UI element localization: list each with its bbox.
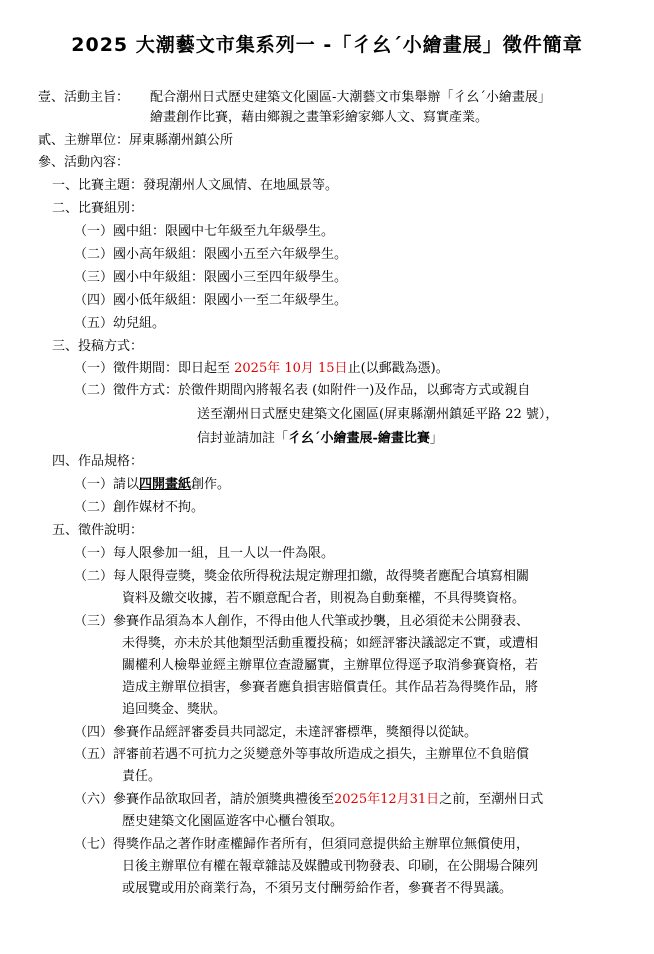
- submit-method-3: [197, 429, 443, 449]
- note-3-line-5: 追回獎金、獎狀。: [122, 702, 227, 717]
- section-organizer: 貳、主辦單位：屏東縣潮州鎮公所: [38, 133, 234, 148]
- note-7-line-2: 日後主辦單位有權在報章雜誌及媒體或刊物發表、印刷，在公開場合陳列: [122, 859, 539, 874]
- page-title: 2025 大潮藝文市集系列一 -「彳幺ˊ小繪畫展」徵件簡章: [71, 34, 583, 56]
- envelope-label-text: 彳幺ˊ小繪畫展-繪畫比賽: [288, 431, 430, 446]
- note-3-line-1: （三）參賽作品須為本人創作，不得由他人代筆或抄襲，且必須從未公開發表、: [74, 614, 530, 629]
- submit-deadline-date: 2025年 10月 15日: [234, 361, 348, 376]
- group-item: （二）國小高年級組：限國小五至六年級學生。: [74, 247, 348, 262]
- submit-method-1: （二）徵件方式：於徵件期間內將報名表 (如附件一)及作品，以郵寄方式或親自: [74, 383, 531, 398]
- note-2-line-2: 資料及繳交收據，若不願意配合者，則視為自動棄權，不具得獎資格。: [122, 591, 526, 606]
- paper-size-text: 四開畫紙: [139, 477, 192, 492]
- note-6-suffix: 之前，至潮州日式: [439, 792, 544, 807]
- section-purpose-label: 壹、活動主旨：: [38, 90, 130, 105]
- note-1: （一）每人限參加一組，且一人以一件為限。: [74, 546, 335, 561]
- return-deadline-date: 2025年12月31日: [334, 792, 440, 807]
- groups-label: 二、比賽組別：: [52, 201, 144, 216]
- group-item: （三）國小中年級組：限國小三至四年級學生。: [74, 270, 348, 285]
- section-purpose-text-1: 配合潮州日式歷史建築文化園區-大潮藝文市集舉辦「彳幺ˊ小繪畫展」: [150, 90, 551, 105]
- theme-line: 一、比賽主題：發現潮州人文風情、在地風景等。: [52, 178, 339, 193]
- note-4: （四）參賽作品經評審委員共同認定，未達評審標準，獎額得以從缺。: [74, 725, 478, 740]
- submit-period: [74, 359, 449, 379]
- note-3-line-4: 造成主辦單位損害，參賽者應負損害賠償責任。其作品若為得獎作品，將: [122, 680, 539, 695]
- submit-period-suffix: 止(以郵戳為憑)。: [347, 361, 449, 376]
- section-content-label: 參、活動內容：: [38, 155, 130, 170]
- note-5-line-2: 責任。: [122, 769, 162, 784]
- spec-item-1-suffix: 創作。: [191, 477, 231, 492]
- submit-method-2: 送至潮州日式歷史建築文化園區(屏東縣潮州鎮延平路 22 號），: [197, 407, 559, 422]
- group-item: （五）幼兒組。: [74, 316, 166, 331]
- group-item: （一）國中組：限國中七年級至九年級學生。: [74, 224, 335, 239]
- note-7-line-1: （七）得獎作品之著作財產權歸作者所有，但須同意提供給主辦單位無償使用，: [74, 837, 530, 852]
- spec-label: 四、作品規格：: [52, 454, 144, 469]
- note-7-line-3: 或展覽或用於商業行為，不須另支付酬勞給作者，參賽者不得異議。: [122, 881, 513, 896]
- submit-label: 三、投稿方式：: [52, 339, 144, 354]
- note-3-line-3: 關權利人檢舉並經主辦單位查證屬實，主辦單位得逕予取消參賽資格，若: [122, 658, 539, 673]
- submit-method-3-suffix: 」: [429, 431, 443, 446]
- notes-label: 五、徵件說明：: [52, 523, 144, 538]
- group-item: （四）國小低年級組：限國小一至二年級學生。: [74, 293, 348, 308]
- section-purpose-text-2: 繪畫創作比賽，藉由鄉親之畫筆彩繪家鄉人文、寫實產業。: [150, 110, 489, 125]
- note-2-line-1: （二）每人限得壹獎，獎金依所得稅法規定辦理扣繳，故得獎者應配合填寫相關: [74, 569, 530, 584]
- spec-item-1: [74, 475, 230, 495]
- submit-method-3-prefix: 信封並請加註「: [197, 431, 289, 446]
- spec-item-1-prefix: （一）請以: [74, 477, 140, 492]
- note-3-line-2: 未得獎，亦未於其他類型活動重覆投稿；如經評審決議認定不實，或遭相: [122, 636, 539, 651]
- spec-item-2: （二）創作媒材不拘。: [74, 500, 205, 515]
- note-6-prefix: （六）參賽作品欲取回者，請於頒獎典禮後至: [74, 792, 335, 807]
- note-6-line-2: 歷史建築文化園區遊客中心櫃台領取。: [122, 814, 344, 829]
- submit-period-prefix: （一）徵件期間：即日起至: [74, 361, 235, 376]
- note-5-line-1: （五）評審前若遇不可抗力之災變意外等事故所造成之損失，主辦單位不負賠償: [74, 747, 530, 762]
- note-6-line-1: [74, 790, 543, 810]
